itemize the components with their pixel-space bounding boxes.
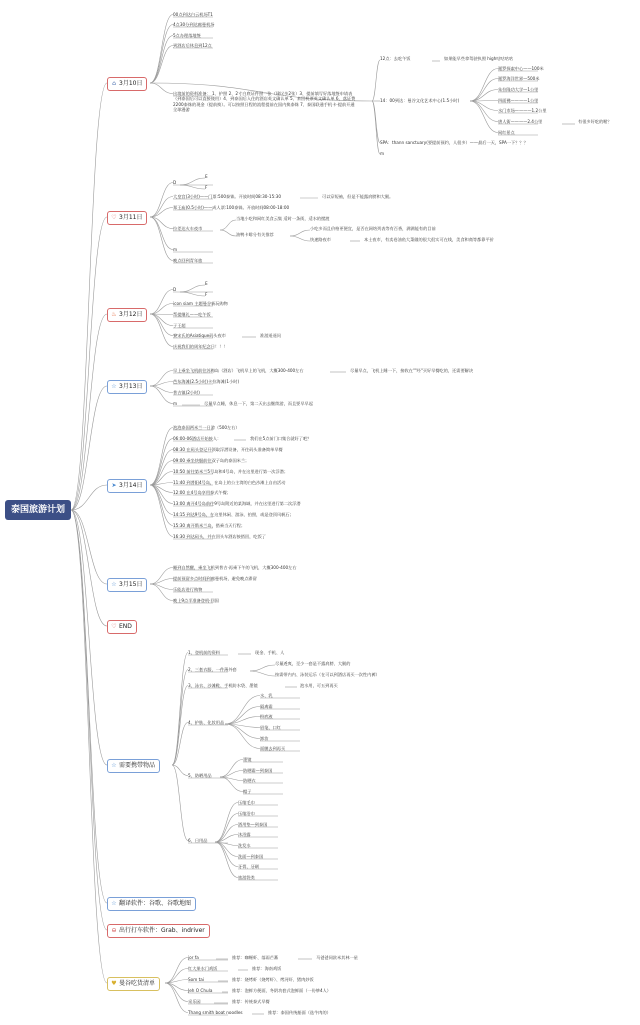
connector bbox=[150, 15, 173, 84]
mar13-item: 早上乘坐飞机前往苏梅岛（酒店）飞机早上的飞机，大概300-400左右 bbox=[173, 368, 304, 373]
fire-icon: ♨ bbox=[111, 311, 117, 318]
mar15-item: 提前预留多点时间到廊曼机场，避免晚点滞留 bbox=[173, 576, 257, 581]
mar14-step: 12:00 在4号岛享用泰式午餐； bbox=[173, 490, 231, 495]
connector bbox=[372, 101, 380, 143]
topic-mar10[interactable]: ⌂ 3月10日 bbox=[107, 77, 147, 91]
car-icon: ⊖ bbox=[111, 927, 117, 934]
mar10-docs-note: 出境前的资料准备： 1、护照 2、2寸白底证件照一张（建议多2张）3、提前填写好落地签申请表（到泰国后可以直接使用）4、到泰国后入住的酒店英文确认单 5、来回机票英文确认单 6、落证费2200泰铢的现金（提前换）。可以按照日程的流程提前在国内换泰铢 7、泰国联通手机卡-提前开通全球漫游 bbox=[173, 91, 356, 112]
mar15-item: 睡到自然醒，乘坐飞机到普吉·再乘下午的飞机，大概300-400左右 bbox=[173, 565, 297, 570]
mar10-place: 朱拉隆功大学—1公里 bbox=[498, 87, 539, 92]
connector bbox=[215, 842, 238, 878]
mar12-f: F bbox=[205, 292, 208, 297]
mar12-item: 帮提继礼——吃午饭 bbox=[173, 312, 211, 317]
connector bbox=[172, 653, 188, 766]
food-name: 红大果水门鸡饭 bbox=[188, 966, 218, 971]
mar12-item: 寮宋氏的Asiatique码头夜市 bbox=[173, 333, 226, 338]
mar10-place: 唐人街————2.4公里 bbox=[498, 119, 543, 124]
pack-c6-item: 压缩浴巾 bbox=[238, 811, 255, 816]
connector bbox=[71, 510, 107, 983]
connector bbox=[172, 765, 188, 776]
mar12-item: 子王超 bbox=[173, 323, 186, 328]
pack-c6: 6、日用品 bbox=[188, 838, 208, 843]
mar12-item: 庆祝我们的周年纪念日！！！ bbox=[173, 344, 228, 349]
pack-c2-b: 按需带内内、泳装运乐（在可以到酒店再买一次性内裤） bbox=[275, 672, 380, 677]
food-rec: 推荐：海南鸡饭 bbox=[252, 966, 282, 971]
connector bbox=[250, 665, 275, 671]
food-name: Som tai bbox=[188, 977, 205, 982]
food-name: Thang smith boat noodles bbox=[188, 1010, 243, 1015]
mar14-step: 09:00 乘坐快艇前往双子岛的泰国米兰； bbox=[173, 458, 250, 463]
connector bbox=[71, 510, 107, 584]
mar14-step: 08:30 在码头登记开领取浮潜设备，开往码头准备简单早餐 bbox=[173, 447, 283, 452]
connector bbox=[220, 777, 243, 792]
topic-translate[interactable]: ☆ 翻译软件：谷歌、谷歌地图 bbox=[107, 897, 196, 911]
connector bbox=[220, 220, 236, 230]
topic-mar14[interactable]: ➤ 3月14日 bbox=[107, 479, 147, 493]
mar15-item: 晚上9点半准备登机·回国 bbox=[173, 598, 219, 603]
food-rec: 推荐：泰国传统船面（选牛肉的） bbox=[268, 1010, 331, 1015]
mar13-item: 芭东海滩(2.5小时)卡拉海滩(1小时) bbox=[173, 379, 240, 384]
connector bbox=[215, 842, 238, 867]
connector bbox=[71, 217, 107, 510]
pack-c2: 2、三套衣服，一件薄外套 bbox=[188, 667, 237, 672]
pack-c5-item: 帽子 bbox=[243, 789, 252, 794]
star-icon: ☆ bbox=[111, 900, 117, 907]
pack-c6-item: 沐浴露 bbox=[238, 832, 251, 837]
mar14-hotel: 06:00-06酒店开始接人： bbox=[173, 436, 222, 441]
connector bbox=[71, 314, 107, 510]
mar10-item: 到酒店后休息到12点 bbox=[173, 43, 212, 48]
connector bbox=[150, 485, 173, 504]
connector bbox=[225, 696, 260, 725]
connector bbox=[150, 386, 173, 404]
food-name: Jeh O Chula bbox=[188, 988, 213, 993]
mar12-d: D bbox=[173, 287, 177, 292]
mar11-d: D bbox=[173, 180, 177, 185]
connector bbox=[150, 304, 173, 315]
heart-icon: ♥ bbox=[111, 980, 117, 987]
connector bbox=[71, 510, 107, 930]
connector bbox=[180, 285, 205, 292]
topic-mar15[interactable]: ☆ 3月15日 bbox=[107, 578, 147, 592]
star-icon: ☆ bbox=[111, 383, 117, 390]
connector bbox=[71, 386, 107, 510]
connector bbox=[150, 386, 173, 393]
mar10-lunch-note: 如果能早些拿驾驶执照 high咕咕咕咕 bbox=[444, 56, 514, 61]
mar11-market-a: 当地小吃和网红美食云集 适时一条街，适水的摆渡 bbox=[236, 216, 330, 221]
pack-c4: 4、护肤、化妆用品 bbox=[188, 720, 225, 725]
connector bbox=[215, 814, 238, 843]
mar10-item: 00点到达白云机场T1 bbox=[173, 12, 213, 17]
connector bbox=[172, 723, 188, 766]
pack-c2-a: 尽量透爽，至少一套是不露肩膀、大腿的 bbox=[275, 661, 351, 666]
star-icon: ☆ bbox=[111, 762, 117, 769]
connector bbox=[150, 485, 173, 526]
connector bbox=[180, 292, 208, 297]
connector bbox=[172, 670, 188, 766]
connector bbox=[215, 803, 238, 843]
mar10-item: 5点办理落地签 bbox=[173, 33, 201, 38]
pack-c3: 3、泳衣、沙滩鞋、手机防水袋、墨镜 bbox=[188, 683, 258, 688]
pack-c6-item: 洗发水 bbox=[238, 843, 251, 848]
pack-c4-item: 隔离霜 bbox=[260, 704, 273, 709]
connector bbox=[150, 314, 173, 347]
connector bbox=[172, 686, 188, 766]
connector bbox=[470, 69, 498, 102]
connector bbox=[150, 36, 173, 84]
mar11-e: E bbox=[205, 174, 208, 179]
food-note: 马爸爸同款米其林一星 bbox=[316, 955, 358, 960]
pack-c3-note: 泡水用，可五到再买 bbox=[300, 683, 338, 688]
send-icon: ➤ bbox=[111, 482, 117, 489]
food-name: 采乐园 bbox=[188, 999, 201, 1004]
connector bbox=[150, 83, 173, 94]
mar14-step: 11:40 到普阳4号岛，在岛上的公主湾的白色沙滩上自由活动 bbox=[173, 480, 286, 485]
mar13-m-note: 尽量早点睡，休息一下，第二天出去继续游，而且要早早起 bbox=[204, 401, 313, 406]
pack-c4-item: 粉底液 bbox=[260, 714, 273, 719]
connector bbox=[165, 983, 188, 1002]
pack-c5-item: 墨镜 bbox=[243, 757, 252, 762]
mar10-chinatown-note: 有很多好吃的喔？ bbox=[578, 119, 612, 124]
pack-c4-item: 水、乳 bbox=[260, 693, 273, 698]
connector bbox=[165, 983, 188, 1013]
pack-c4-item: 面膜去到再买 bbox=[260, 746, 286, 751]
mar12-e: E bbox=[205, 281, 208, 286]
connector bbox=[220, 771, 243, 778]
topic-packing[interactable]: ☆ 需要携带物品 bbox=[107, 759, 160, 773]
connector bbox=[165, 958, 188, 984]
connector bbox=[150, 290, 173, 315]
mar10-item: 4点30分到达廊曼机场 bbox=[173, 22, 215, 27]
mar13-item: 普吉镇(2小时) bbox=[173, 390, 200, 395]
mar10-spa: SPA：thann sanctuary(要提前预约，人很多）——最后一天，SPA一下？？？ bbox=[380, 140, 528, 145]
food-rec: 推荐：泡鲜方便面，冬阴功套式泡鲜面（一份够4人） bbox=[232, 988, 331, 993]
pack-c1-note: 现金、手机、人 bbox=[255, 650, 285, 655]
connector bbox=[470, 90, 498, 102]
root-node[interactable]: 泰国旅游计划 bbox=[5, 500, 71, 520]
food-rec: 推荐：咖喱虾、落雨芒蕃 bbox=[232, 955, 279, 960]
mar14-step: 14:15 到达9号岛，在这里休闲、游泳、拍照，或是登顶风帆石; bbox=[173, 512, 291, 517]
connector bbox=[150, 183, 173, 218]
mar10-place: 网红景点 bbox=[498, 130, 515, 135]
mar10-bacc: 14：00到达：曼谷文化艺术中心(1.5小时) bbox=[380, 98, 460, 103]
mar11-market-b3: 本土夜市，有卖卷油鱼大菜做的很大很实可在线，美食和商等都靠平价 bbox=[364, 237, 494, 242]
food-rec: 推荐：烧烤虾（烧烤虾）、烤河虾、猪肉炒饭 bbox=[232, 977, 314, 982]
mar11-m: m bbox=[173, 247, 178, 252]
pack-c5: 5、防晒用品 bbox=[188, 773, 212, 778]
pack-c6-item: 酒用垫—到泰国 bbox=[238, 822, 268, 827]
connector bbox=[225, 724, 260, 749]
food-name: jor fa bbox=[188, 955, 199, 960]
connector bbox=[180, 178, 205, 185]
topic-food[interactable]: ♥ 曼谷吃货清单 bbox=[107, 977, 160, 991]
connector bbox=[180, 185, 208, 190]
mar11-palace-note: 可以穿短袖，但是不能露肩膀和大腿。 bbox=[322, 194, 394, 199]
connector bbox=[470, 101, 498, 122]
mar11-market-b2: 快速路夜市 bbox=[310, 237, 331, 242]
mar14-step: 13:00 离开4号岛前往9号岛附近的某海域，并在这里进行第二次浮潜 bbox=[173, 501, 301, 506]
mar14-head: 泡泡泰国两米兰一日游（500左右） bbox=[173, 425, 240, 430]
mar10-lunch: 12点：去吃午饭 bbox=[380, 56, 411, 61]
connector bbox=[225, 707, 260, 725]
connector bbox=[150, 428, 173, 486]
pack-c1: 1、登机前的资料 bbox=[188, 650, 220, 655]
mar11-market: 拉差达火车夜市 bbox=[173, 226, 203, 231]
mar14-step: 15:30 离开斯米兰岛，搭乘当天行程； bbox=[173, 523, 246, 528]
mar13-item: m bbox=[173, 401, 178, 406]
mar12-asiatique-note: 准游遥遥问 bbox=[260, 333, 281, 338]
food-rec: 推荐：传统泰式早餐 bbox=[232, 999, 270, 1004]
mar11-f: F bbox=[205, 185, 208, 190]
mar11-market-b: 油鸭卡啡分有关推荐 bbox=[236, 232, 274, 237]
home-icon: ⌂ bbox=[112, 80, 116, 87]
connector bbox=[150, 217, 173, 250]
topic-end[interactable]: ♡ END bbox=[107, 620, 137, 634]
heart-icon: ♡ bbox=[111, 214, 117, 221]
connector bbox=[71, 485, 107, 510]
topic-mar11[interactable]: ♡ 3月11日 bbox=[107, 211, 147, 225]
connector bbox=[372, 101, 380, 154]
connector bbox=[250, 671, 275, 676]
star-icon: ☆ bbox=[111, 581, 117, 588]
mar14-step: 10:50 前往第米兰5号岛和4号岛，并在这里进行第一次浮潜； bbox=[173, 469, 289, 474]
connector bbox=[290, 230, 310, 236]
mar12-item: icon siam 主题曼谷新玩购物 bbox=[173, 301, 228, 306]
connector bbox=[220, 760, 243, 778]
connector bbox=[150, 314, 173, 326]
mar14-hotel-note: 我们在5点前门口集合就好了吧？ bbox=[250, 436, 312, 441]
heart-icon: ♡ bbox=[111, 623, 117, 630]
mar10-place: 四面佛————1公里 bbox=[498, 98, 539, 103]
pack-c6-item: 牙膏、牙刷 bbox=[238, 864, 259, 869]
connector bbox=[220, 230, 236, 236]
topic-taxi[interactable]: ⊖ 出行打车软件：Grab、indriver bbox=[107, 924, 210, 938]
pack-c6-item: 旅游袋类 bbox=[238, 875, 255, 880]
mar13-plane-note: 尽量早点，飞机上睡一下，接收在""经"买好早餐吃的，还需要解决 bbox=[350, 368, 474, 373]
pack-c4-item: 卸妆 bbox=[260, 736, 269, 741]
connector bbox=[290, 236, 310, 241]
topic-mar12[interactable]: ♨ 3月12日 bbox=[107, 308, 147, 322]
pack-c6-item: 洗面—到泰国 bbox=[238, 854, 264, 859]
connector bbox=[150, 485, 173, 537]
connector bbox=[150, 25, 173, 84]
pack-c4-item: 眉笔、口红 bbox=[260, 725, 281, 730]
mar11-wat: 郑王庙(0.5小时)——成人票:100泰铢。开放时间08:00-18:00 bbox=[173, 205, 290, 210]
connector bbox=[150, 217, 173, 261]
mar10-place: 暹罗探索中心——100米 bbox=[498, 66, 544, 71]
topic-mar13[interactable]: ☆ 3月13日 bbox=[107, 380, 147, 394]
connector bbox=[172, 765, 188, 841]
mar11-palace: 大皇宫(3小时)——门票:500泰铢。开放时间08:30-15:30 bbox=[173, 194, 281, 199]
mar10-m: m bbox=[380, 151, 385, 156]
pack-c6-item: 压缩毛巾 bbox=[238, 800, 255, 805]
mar10-place: 暹罗海洋世界—500米 bbox=[498, 76, 540, 81]
pack-c5-item: 防晒霜—到泰国 bbox=[243, 768, 273, 773]
pack-c5-item: 防晒衣 bbox=[243, 778, 256, 783]
connector bbox=[372, 60, 380, 101]
connector bbox=[150, 46, 173, 84]
mar15-item: 乐能店进行购物 bbox=[173, 587, 203, 592]
mar11-market-b1: 小吃多而且价格更便宜，是否在网络列表等有百香，满满能有的目前 bbox=[310, 226, 436, 231]
mar10-place: 水门市场————1.2公里 bbox=[498, 108, 547, 113]
mar11-back: 晚点回到青年旅 bbox=[173, 258, 203, 263]
connector bbox=[150, 461, 173, 486]
mar14-step: 16:30 到达码头，并在回头车酒店接搭回，吃饭了 bbox=[173, 534, 266, 539]
